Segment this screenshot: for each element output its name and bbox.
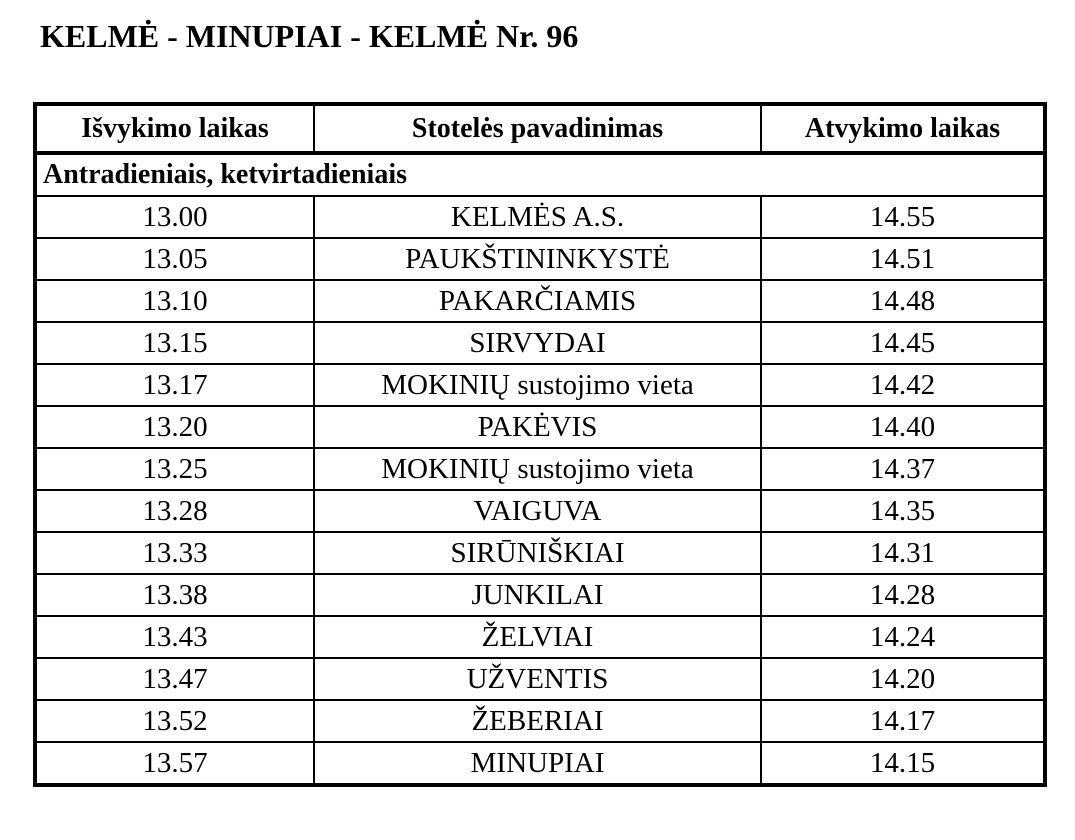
arrival-time: 14.24 — [761, 616, 1045, 658]
departure-time: 13.47 — [35, 658, 314, 700]
stop-name: PAKARČIAMIS — [314, 280, 761, 322]
stop-name: ŽEBERIAI — [314, 700, 761, 742]
departure-time: 13.38 — [35, 574, 314, 616]
departure-time: 13.20 — [35, 406, 314, 448]
stop-name: MOKINIŲ sustojimo vieta — [314, 364, 761, 406]
section-label: Antradieniais, ketvirtadieniais — [35, 153, 1045, 196]
arrival-time: 14.17 — [761, 700, 1045, 742]
stop-name: JUNKILAI — [314, 574, 761, 616]
header-stop-name: Stotelės pavadinimas — [314, 104, 761, 153]
departure-time: 13.10 — [35, 280, 314, 322]
header-arrival: Atvykimo laikas — [761, 104, 1045, 153]
arrival-time: 14.37 — [761, 448, 1045, 490]
arrival-time: 14.35 — [761, 490, 1045, 532]
table-row — [35, 700, 1045, 742]
table-row — [35, 658, 1045, 700]
departure-time: 13.28 — [35, 490, 314, 532]
stop-name: MOKINIŲ sustojimo vieta — [314, 448, 761, 490]
header-row — [35, 104, 1045, 153]
stop-name: PAUKŠTININKYSTĖ — [314, 238, 761, 280]
stop-name: VAIGUVA — [314, 490, 761, 532]
departure-time: 13.25 — [35, 448, 314, 490]
timetable-body — [35, 153, 1045, 785]
table-row — [35, 448, 1045, 490]
section-row — [35, 153, 1045, 196]
stop-name: PAKĖVIS — [314, 406, 761, 448]
stop-name: ŽELVIAI — [314, 616, 761, 658]
stop-name: SIRŪNIŠKIAI — [314, 532, 761, 574]
table-row — [35, 532, 1045, 574]
arrival-time: 14.48 — [761, 280, 1045, 322]
table-row — [35, 406, 1045, 448]
arrival-time: 14.51 — [761, 238, 1045, 280]
arrival-time: 14.15 — [761, 742, 1045, 785]
table-row — [35, 322, 1045, 364]
timetable — [33, 102, 1047, 787]
table-row — [35, 490, 1045, 532]
stop-name: SIRVYDAI — [314, 322, 761, 364]
departure-time: 13.00 — [35, 196, 314, 238]
table-row — [35, 742, 1045, 785]
departure-time: 13.05 — [35, 238, 314, 280]
arrival-time: 14.28 — [761, 574, 1045, 616]
arrival-time: 14.42 — [761, 364, 1045, 406]
arrival-time: 14.45 — [761, 322, 1045, 364]
departure-time: 13.15 — [35, 322, 314, 364]
table-row — [35, 616, 1045, 658]
stop-name: KELMĖS A.S. — [314, 196, 761, 238]
table-row — [35, 280, 1045, 322]
table-row — [35, 574, 1045, 616]
departure-time: 13.17 — [35, 364, 314, 406]
stop-name: MINUPIAI — [314, 742, 761, 785]
departure-time: 13.52 — [35, 700, 314, 742]
arrival-time: 14.20 — [761, 658, 1045, 700]
page-title: KELMĖ - MINUPIAI - KELMĖ Nr. 96 — [40, 18, 579, 54]
table-row — [35, 364, 1045, 406]
table-row — [35, 196, 1045, 238]
stop-name: UŽVENTIS — [314, 658, 761, 700]
arrival-time: 14.31 — [761, 532, 1045, 574]
departure-time: 13.33 — [35, 532, 314, 574]
departure-time: 13.43 — [35, 616, 314, 658]
arrival-time: 14.40 — [761, 406, 1045, 448]
table-row — [35, 238, 1045, 280]
arrival-time: 14.55 — [761, 196, 1045, 238]
departure-time: 13.57 — [35, 742, 314, 785]
header-departure: Išvykimo laikas — [35, 104, 314, 153]
